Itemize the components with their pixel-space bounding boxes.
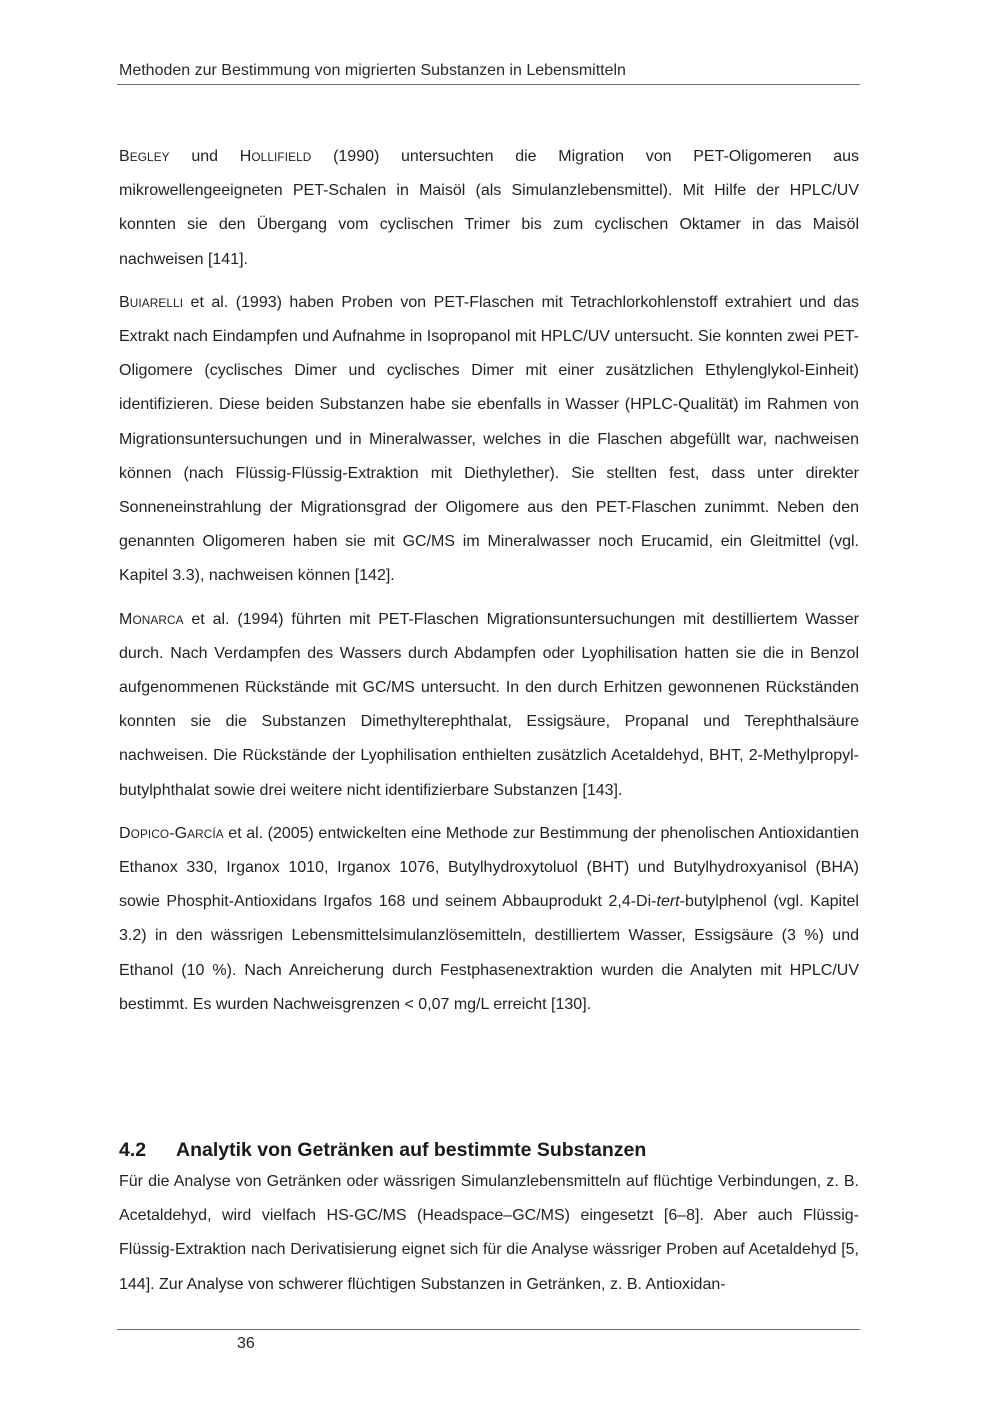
italic-term: tert [656, 893, 680, 911]
paragraph-begley [119, 140, 859, 277]
author-connector: und [169, 148, 240, 165]
paragraph-text: et al. (1993) haben Proben von PET-Flaschen mit Tetrachlorkohlenstoff extrahiert und das Extrakt nach Eindampfen und Aufnahme in Isopropanol mit HPLC/UV untersucht. Sie konnten zwei PET-Oligomere (cyclisches Dimer und cyclisches Dimer mit einer zusätzlichen Ethylenglykol-Einheit) identifizieren. Diese beiden Substanzen habe sie ebenfalls in Wasser (HPLC-Qualität) im Rahmen von Migrationsuntersuchungen und in Mineralwasser, welches in die Flaschen abgefüllt war, nachweisen können (nach Flüssig-Flüssig-Extraktion mit Diethylether). Sie stellten fest, dass unter direkter Sonneneinstrahlung der Migrationsgrad der Oligomere aus den PET-Flaschen zunimmt. Neben den genannten Oligomeren haben sie mit GC/MS im Mineralwasser noch Erucamid, ein Gleitmittel (vgl. Kapitel 3.3), nachweisen können [142]. [119, 293, 859, 585]
author-name: HOLLIFIELD [239, 148, 312, 165]
section-number: 4.2 [119, 1139, 147, 1161]
page-number: 36 [237, 1335, 255, 1352]
header-divider [117, 84, 860, 85]
paragraph-text: (1990) untersuchten die Migration von PET-Oligomeren aus mikrowellengeeigneten PET-Schalen in Maisöl (als Simulanzlebensmittel). Mit Hilfe der HPLC/UV konnten sie den Übergang vom cyclischen Trimer bis zum cyclischen Oktamer in das Maisöl nachweisen [141]. [119, 148, 860, 268]
running-header: Methoden zur Bestimmung von migrierten Substanzen in Lebensmitteln [119, 62, 626, 79]
footer-divider [117, 1329, 860, 1330]
paragraph-monarca [119, 603, 859, 808]
section-heading [119, 1135, 859, 1165]
author-name: DOPICO-GARCÍA [119, 824, 224, 842]
section-4-2 [119, 1135, 859, 1302]
paragraph-text: et al. (2005) entwickelten eine Methode zur Bestimmung der phenolischen Antioxidantien Ethanox 330, Irganox 1010, Irganox 1076, Butylhydroxytoluol (BHT) und Butylhydroxyanisol (BHA) sowie Phosphit-Antioxidans Irgafos 168 und seinem Abbauprodukt 2,4-Di- [119, 824, 859, 911]
section-paragraph: Für die Analyse von Getränken oder wässrigen Simulanzlebensmitteln auf flüchtige Verbindungen, z. B. Acetaldehyd, wird vielfach HS-GC/MS (Headspace–GC/MS) eingesetzt [6–8]. Aber auch Flüssig-Flüssig-Extraktion nach Derivatisierung eignet sich für die Analyse wässriger Proben auf Acetaldehyd [5, 144]. Zur Analyse von schwerer flüchtigen Substanzen in Getränken, z. B. Antioxidan- [119, 1173, 859, 1293]
section-title: Analytik von Getränken auf bestimmte Substanzen [176, 1139, 647, 1161]
body-text [119, 140, 859, 1022]
author-name: BUIARELLI [119, 293, 184, 311]
paragraph-buiarelli [119, 286, 859, 594]
author-name: MONARCA [119, 610, 184, 628]
paragraph-text: -butylphenol (vgl. Kapitel 3.2) in den wässrigen Lebensmittelsimulanzlösemitteln, destilliertem Wasser, Essigsäure (3 %) und Ethanol (10 %). Nach Anreicherung durch Festphasenextraktion wurden die Analyten mit HPLC/UV bestimmt. Es wurden Nachweisgrenzen < 0,07 mg/L erreicht [130]. [119, 893, 859, 1013]
paragraph-dopico-garcia [119, 817, 859, 1022]
paragraph-text: et al. (1994) führten mit PET-Flaschen Migrationsuntersuchungen mit destilliertem Wasser durch. Nach Verdampfen des Wassers durch Abdampfen oder Lyophilisation hatten sie die in Benzol aufgenommenen Rückstände mit GC/MS untersucht. In den durch Erhitzen gewonnenen Rückständen konnten sie die Substanzen Dimethylterephthalat, Essigsäure, Propanal und Terephthalsäure nachweisen. Die Rückstände der Lyophilisation enthielten zusätzlich Acetaldehyd, BHT, 2-Methylpropyl-butylphthalat sowie drei weitere nicht identifizierbare Substanzen [143]. [119, 610, 859, 799]
author-name: BEGLEY [119, 148, 170, 165]
